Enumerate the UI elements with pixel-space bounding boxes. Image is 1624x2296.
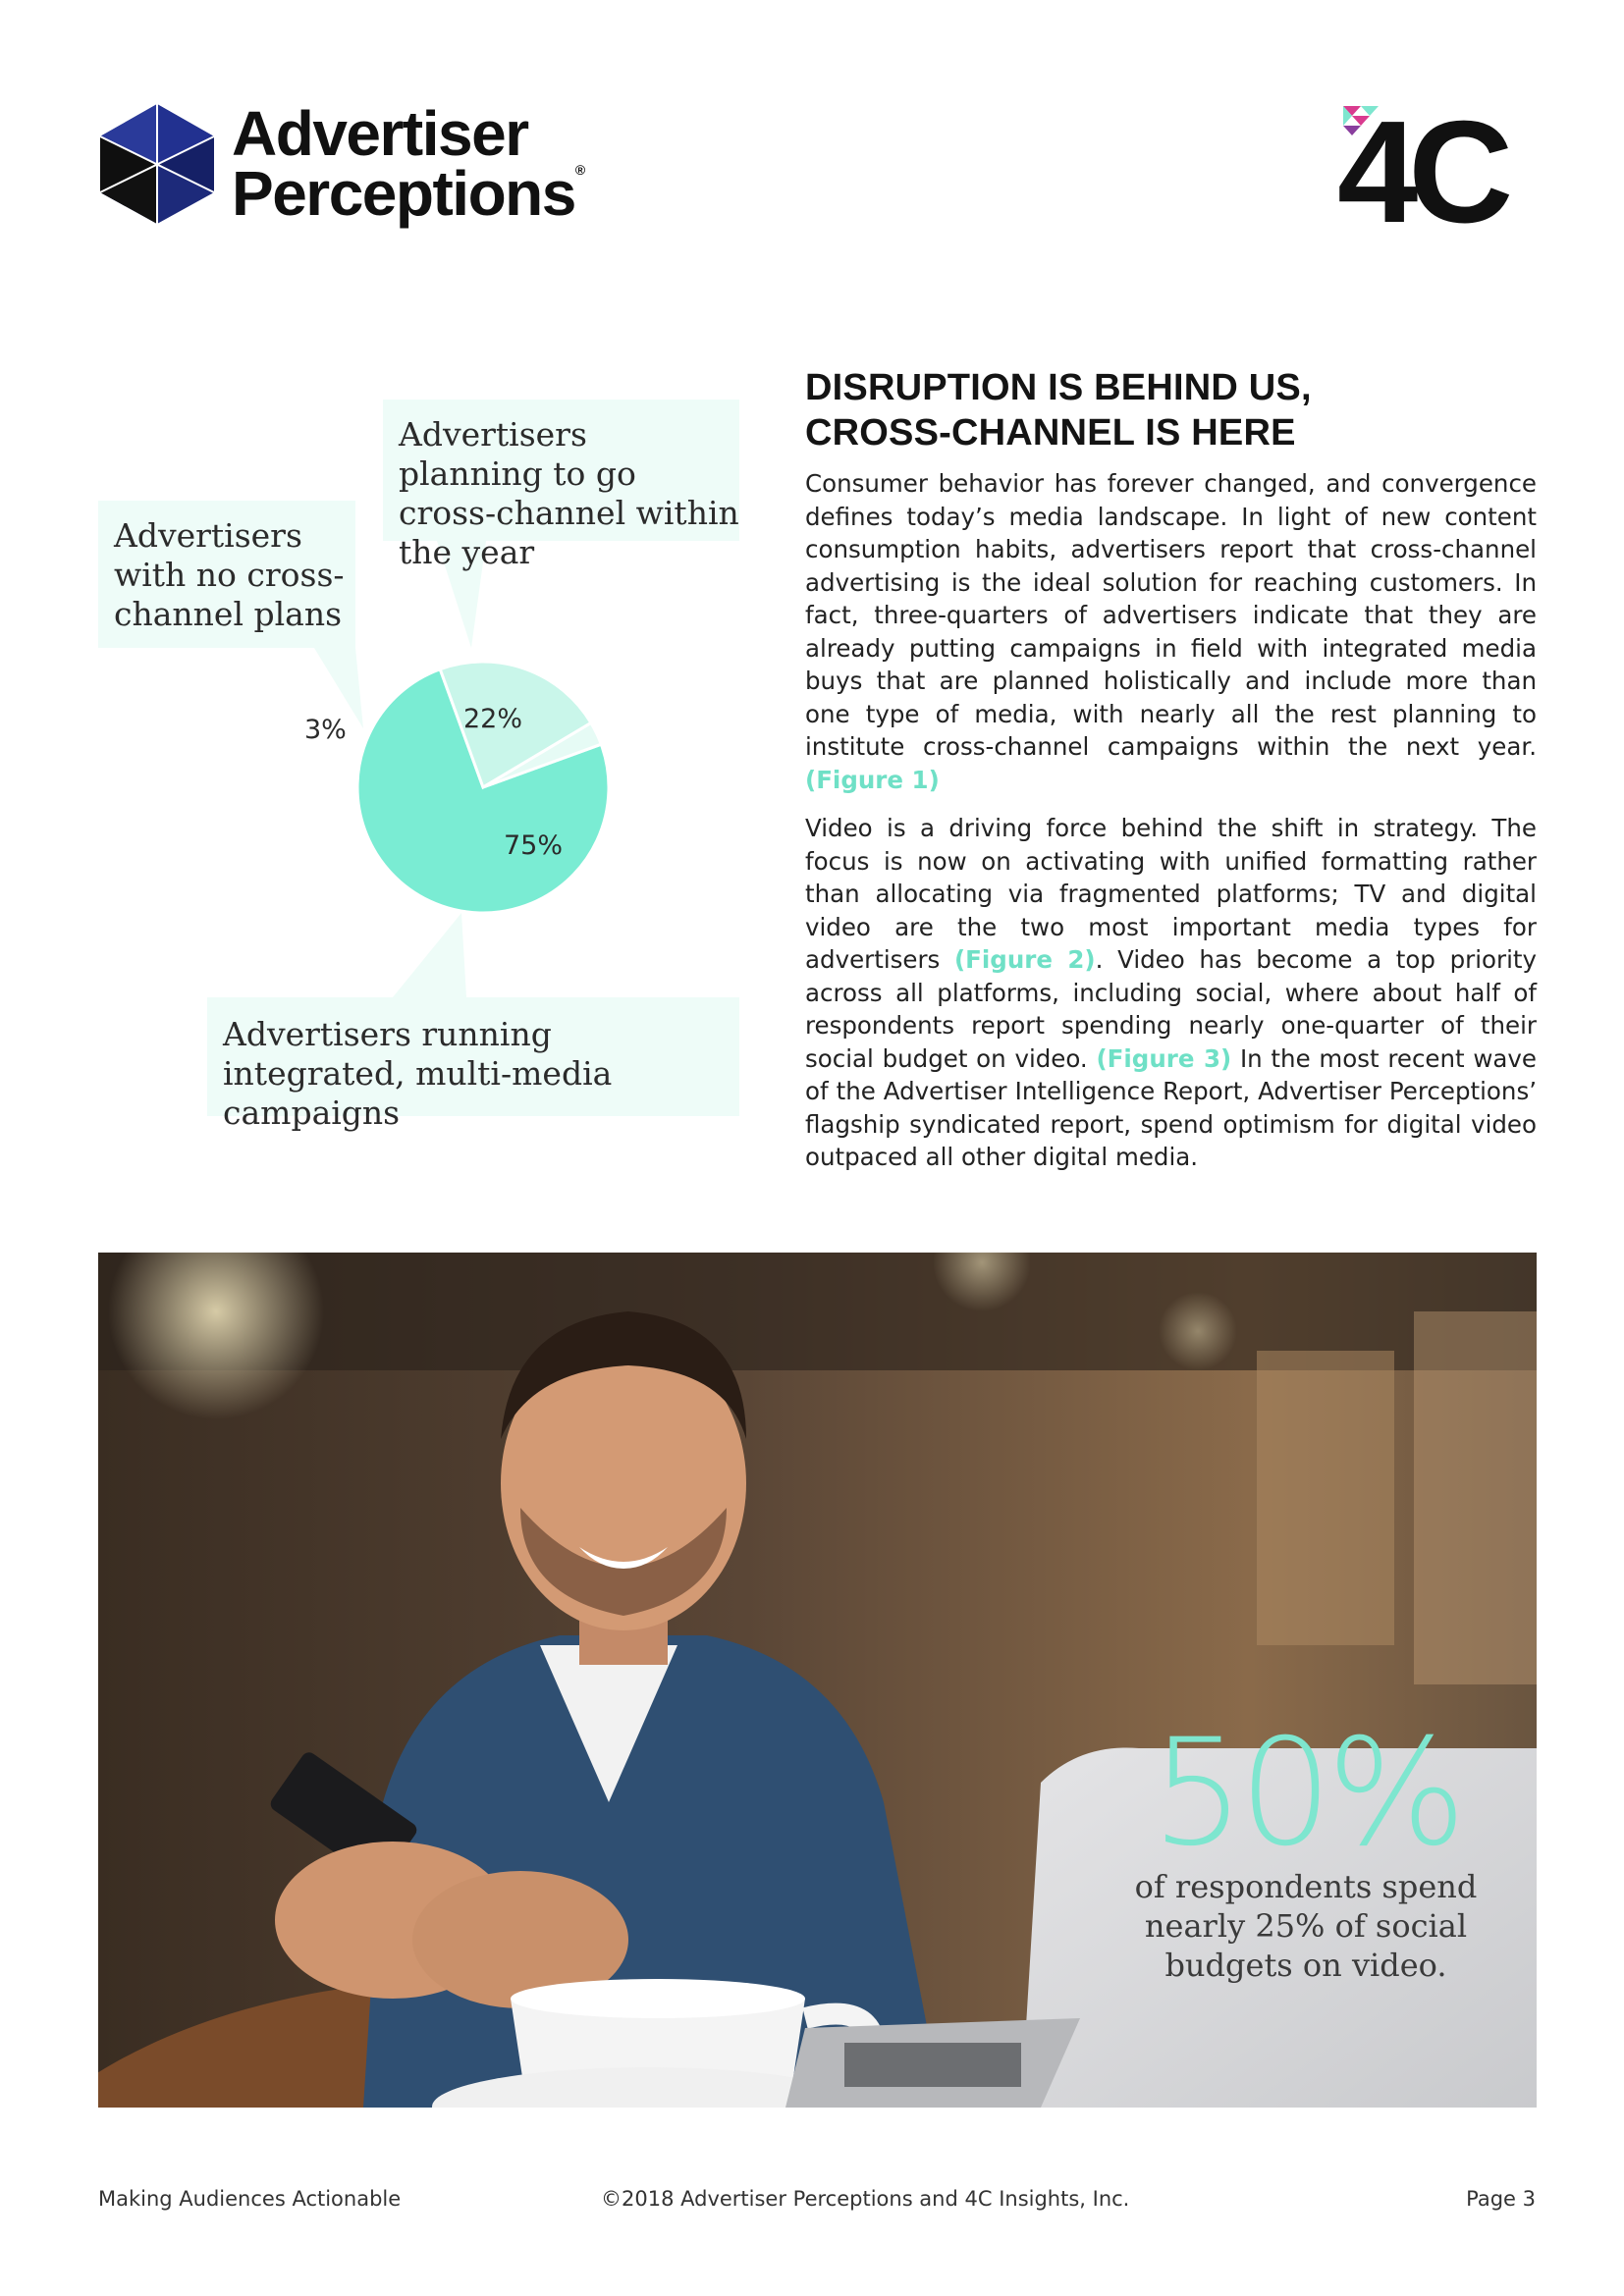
figure-1-link[interactable]: (Figure 1): [805, 765, 940, 794]
paragraph-2-text-a: Video is a driving force behind the shift in strategy. The focus is now on activating with unified formatting rather than allocating via fragmented platforms; TV and digital video are the two most important media types for advertisers: [805, 814, 1537, 974]
4c-logo-icon: [1335, 102, 1542, 226]
article-section: [805, 365, 1537, 1190]
brand-line-1: Advertiser: [232, 98, 528, 170]
stat-caption-line-3: budgets on video.: [1164, 1947, 1447, 1984]
pointer-integrated: [393, 913, 466, 997]
registered-mark: ®: [574, 162, 586, 178]
slice-label-integrated: 75%: [504, 830, 564, 861]
footer-copyright: ©2018 Advertiser Perceptions and 4C Insights, Inc.: [601, 2187, 1130, 2211]
brand-line-2: Perceptions: [232, 158, 575, 229]
stat-callout: [1100, 1708, 1512, 1985]
stat-caption-line-1: of respondents spend: [1134, 1868, 1478, 1905]
figure-2-link[interactable]: (Figure 2): [953, 945, 1096, 974]
callout-no-plans: Advertisers with no cross-channel plans: [98, 501, 355, 648]
slice-label-no-plans: 3%: [304, 715, 347, 745]
paragraph-2: [805, 812, 1537, 1174]
callout-planning: Advertisers planning to go cross-channel within the year: [383, 400, 739, 541]
4c-logo: [1335, 102, 1542, 230]
stat-caption-line-2: nearly 25% of social: [1144, 1907, 1468, 1945]
paragraph-2-text-c: In the most recent wave of the Advertiser Intelligence Report, Advertiser Perceptions’ flagship syndicated report, spend optimism for digital video outpaced all other digital media.: [805, 1043, 1537, 1171]
paragraph-2-text-b: . Video has become a top priority across all platforms, including social, where about half of respondents report spending nearly one-quarter of their social budget on video.: [805, 945, 1537, 1073]
figure-3-link[interactable]: (Figure 3): [1096, 1043, 1232, 1073]
stat-caption: [1100, 1867, 1512, 1985]
callout-integrated: Advertisers running integrated, multi-media campaigns: [207, 997, 739, 1116]
footer-page-number: Page 3: [1466, 2187, 1536, 2211]
4c-text: 4C: [1337, 102, 1504, 226]
heading-line-1: DISRUPTION IS BEHIND US,: [805, 367, 1312, 408]
section-heading: [805, 365, 1537, 455]
paragraph-1-text: Consumer behavior has forever changed, and convergence defines today’s media landscape. In light of new content consumption habits, advertisers report that cross-channel advertising is the ideal solution for reaching customers. In fact, three-quarters of advertisers indicate that they are already putting campaigns in field with integrated media buys that are planned holistically and include more than one type of media, with nearly all the rest planning to institute cross-channel campaigns within the next year.: [805, 469, 1537, 761]
heading-line-2: CROSS-CHANNEL IS HERE: [805, 412, 1296, 454]
footer-tagline: Making Audiences Actionable: [98, 2187, 402, 2211]
pie-slices: [357, 662, 609, 913]
paragraph-1: [805, 467, 1537, 796]
slice-label-planning: 22%: [463, 704, 523, 734]
stat-number: 50%: [1151, 1708, 1461, 1879]
